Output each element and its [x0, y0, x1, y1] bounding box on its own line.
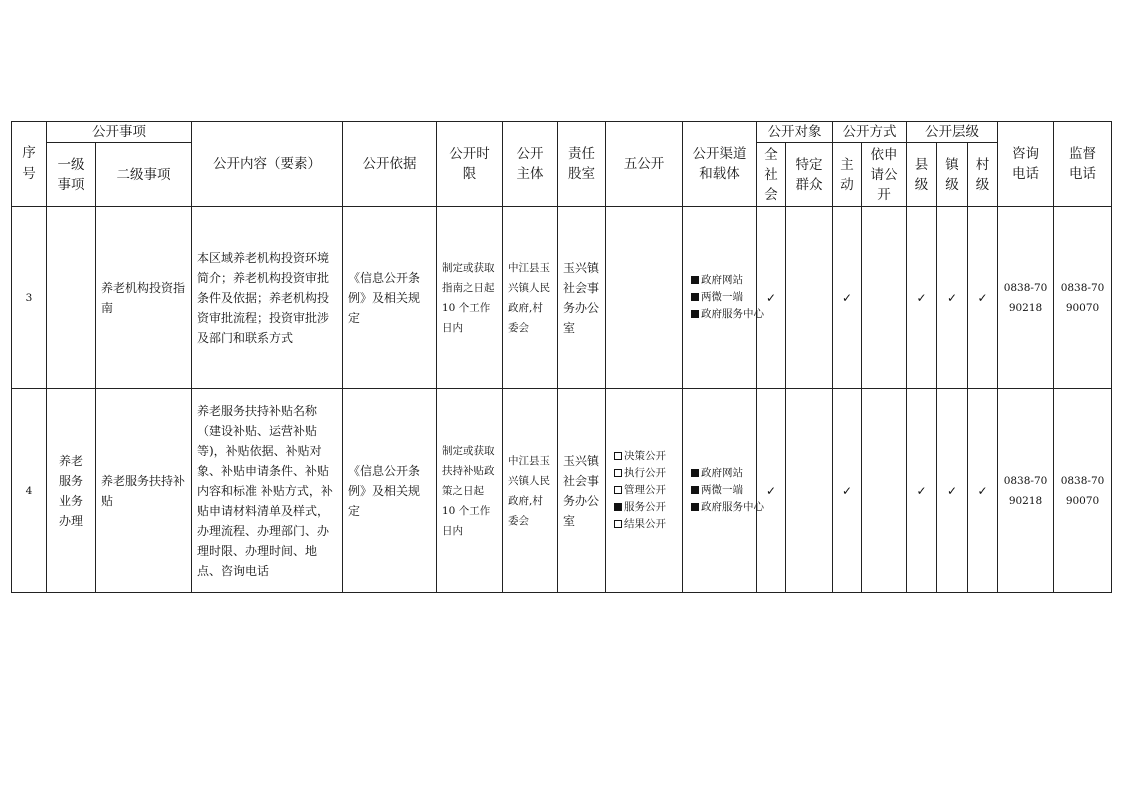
header-level-county: 县级 [907, 143, 937, 207]
row-level2: 养老服务扶持补贴 [96, 389, 192, 593]
header-method-apply: 依申请公开 [862, 143, 907, 207]
five-item: 服务公开 [614, 499, 682, 516]
channel-item: 政府服务中心 [691, 306, 756, 323]
empty-square-icon [614, 520, 622, 528]
check-county: ✓ [907, 207, 937, 389]
row-office: 玉兴镇社会事务办公室 [558, 389, 606, 593]
header-basis: 公开依据 [343, 122, 437, 207]
check-village: ✓ [968, 389, 998, 593]
channel-item: 两微一端 [691, 289, 756, 306]
header-open-items: 公开事项 [47, 122, 192, 143]
header-target-specific: 特定群众 [786, 143, 833, 207]
channel-item: 两微一端 [691, 482, 756, 499]
row-channels [683, 207, 764, 389]
row-time-limit: 制定或获取扶持补贴政策之日起 10 个工作日内 [437, 389, 503, 593]
header-seq: 序号 [12, 122, 47, 207]
check-village: ✓ [968, 207, 998, 389]
row-office: 玉兴镇社会事务办公室 [558, 207, 606, 389]
header-level-town: 镇级 [937, 143, 968, 207]
filled-square-icon [691, 503, 699, 511]
header-subject: 公开主体 [503, 122, 558, 207]
header-five: 五公开 [606, 122, 683, 207]
header-supervise: 监督电话 [1054, 122, 1112, 207]
header-office: 责任股室 [558, 122, 606, 207]
channel-item: 政府服务中心 [691, 499, 756, 516]
check-active: ✓ [833, 207, 862, 389]
row-level1 [47, 207, 96, 389]
row-basis: 《信息公开条例》及相关规定 [343, 389, 437, 593]
row-channels [683, 389, 764, 593]
header-level: 公开层级 [907, 122, 998, 143]
header-content: 公开内容（要素） [192, 122, 343, 207]
check-apply [862, 207, 907, 389]
row-time-limit: 制定或获取指南之日起 10 个工作日内 [437, 207, 503, 389]
five-item: 管理公开 [614, 482, 682, 499]
check-town: ✓ [937, 389, 968, 593]
row-consult: 0838-7090218 [998, 389, 1054, 593]
header-level-village: 村级 [968, 143, 998, 207]
row-subject: 中江县玉兴镇人民政府,村委会 [503, 389, 558, 593]
empty-square-icon [614, 469, 622, 477]
check-apply [862, 389, 907, 593]
row-consult: 0838-7090218 [998, 207, 1054, 389]
channel-item: 政府网站 [691, 465, 756, 482]
row-supervise: 0838-7090070 [1054, 207, 1112, 389]
check-active: ✓ [833, 389, 862, 593]
five-item: 决策公开 [614, 448, 682, 465]
check-all: ✓ [757, 389, 786, 593]
header-level1: 一级事项 [47, 143, 96, 207]
filled-square-icon [691, 276, 699, 284]
row-subject: 中江县玉兴镇人民政府,村委会 [503, 207, 558, 389]
check-town: ✓ [937, 207, 968, 389]
row-five [606, 389, 683, 593]
filled-square-icon [691, 293, 699, 301]
row-seq: 4 [12, 389, 47, 593]
filled-square-icon [614, 503, 622, 511]
row-content: 养老服务扶持补贴名称（建设补贴、运营补贴等)，补贴依据、补贴对象、补贴申请条件、补贴内容和标准 补贴方式，补贴申请材料清单及样式，办理流程、办理部门、办理时限、办理时间、地点、咨询电话 [192, 389, 343, 593]
header-method-active: 主动 [833, 143, 862, 207]
row-content: 本区域养老机构投资环境简介；养老机构投资审批条件及依据；养老机构投资审批流程；投资审批涉及部门和联系方式 [192, 207, 343, 389]
empty-square-icon [614, 452, 622, 460]
channel-item: 政府网站 [691, 272, 756, 289]
empty-square-icon [614, 486, 622, 494]
filled-square-icon [691, 486, 699, 494]
row-supervise: 0838-7090070 [1054, 389, 1112, 593]
row-level1: 养老服务业务办理 [47, 389, 96, 593]
header-target-all: 全社会 [757, 143, 786, 207]
check-all: ✓ [757, 207, 786, 389]
five-item: 执行公开 [614, 465, 682, 482]
header-level2: 二级事项 [96, 143, 192, 207]
header-channel: 公开渠道和载体 [683, 122, 757, 207]
table-row [12, 389, 1112, 593]
row-level2: 养老机构投资指南 [96, 207, 192, 389]
filled-square-icon [691, 469, 699, 477]
header-consult: 咨询电话 [998, 122, 1054, 207]
table-row [12, 207, 1112, 389]
check-specific [786, 207, 833, 389]
header-time-limit: 公开时限 [437, 122, 503, 207]
five-item: 结果公开 [614, 516, 682, 533]
disclosure-table [11, 121, 1112, 593]
header-target: 公开对象 [757, 122, 833, 143]
header-method: 公开方式 [833, 122, 907, 143]
check-specific [786, 389, 833, 593]
row-seq: 3 [12, 207, 47, 389]
row-basis: 《信息公开条例》及相关规定 [343, 207, 437, 389]
row-five [606, 207, 683, 389]
filled-square-icon [691, 310, 699, 318]
check-county: ✓ [907, 389, 937, 593]
